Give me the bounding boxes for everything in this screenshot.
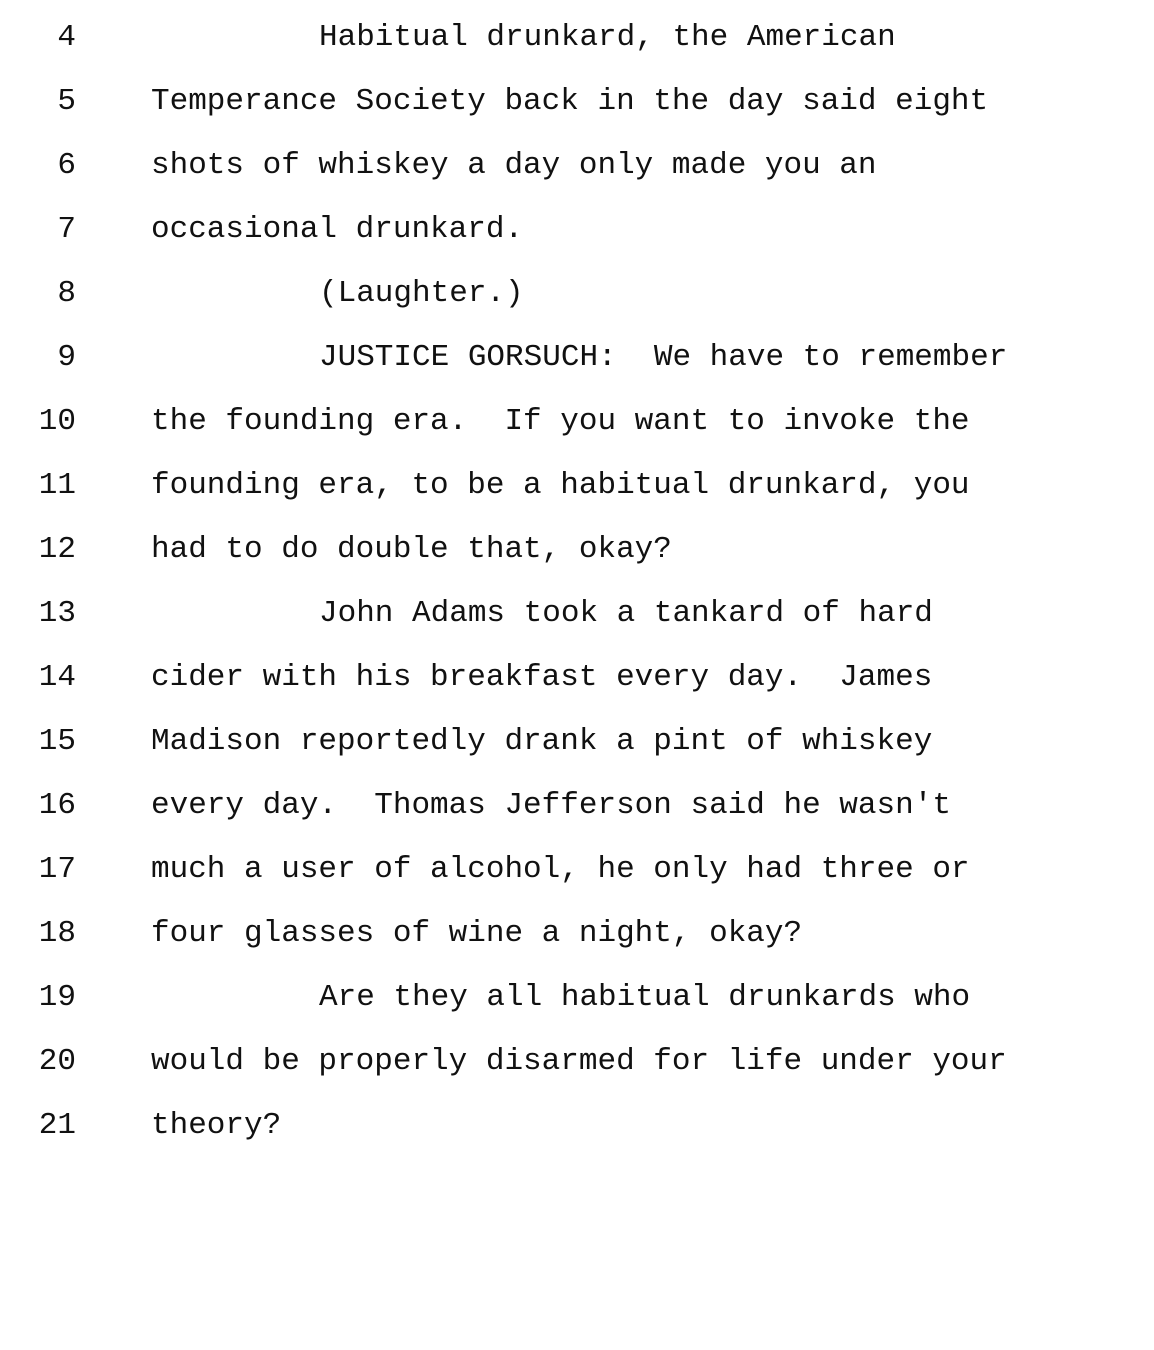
line-number: 19 — [38, 980, 76, 1015]
line-text: four glasses of wine a night, okay? — [151, 916, 803, 951]
transcript-line — [0, 390, 1154, 454]
line-text: had to do double that, okay? — [151, 532, 672, 567]
transcript-line — [0, 6, 1154, 70]
line-number: 7 — [57, 212, 76, 247]
transcript-line — [0, 134, 1154, 198]
transcript-line — [0, 966, 1154, 1030]
transcript-line — [0, 646, 1154, 710]
transcript-line — [0, 774, 1154, 838]
line-number: 16 — [38, 788, 76, 823]
transcript-line — [0, 326, 1154, 390]
line-number: 9 — [57, 340, 76, 375]
line-text: Temperance Society back in the day said eight — [151, 84, 989, 119]
transcript-line — [0, 1094, 1154, 1158]
line-text: Madison reportedly drank a pint of whiskey — [151, 724, 933, 759]
line-text: occasional drunkard. — [151, 212, 524, 247]
line-number: 21 — [38, 1108, 76, 1143]
line-text: every day. Thomas Jefferson said he wasn't — [151, 788, 951, 823]
line-text: JUSTICE GORSUCH: We have to remember — [319, 340, 1008, 375]
transcript-line — [0, 1030, 1154, 1094]
transcript-line — [0, 710, 1154, 774]
line-number: 8 — [57, 276, 76, 311]
transcript-line — [0, 838, 1154, 902]
line-text: cider with his breakfast every day. James — [151, 660, 933, 695]
transcript-line — [0, 902, 1154, 966]
transcript-line — [0, 582, 1154, 646]
line-text: Habitual drunkard, the American — [319, 20, 896, 55]
line-number: 6 — [57, 148, 76, 183]
line-text: much a user of alcohol, he only had three or — [151, 852, 970, 887]
line-number: 4 — [57, 20, 76, 55]
line-text: Are they all habitual drunkards who — [319, 980, 971, 1015]
transcript-line — [0, 198, 1154, 262]
transcript-page — [0, 6, 1154, 1158]
line-number: 14 — [38, 660, 76, 695]
line-number: 15 — [38, 724, 76, 759]
transcript-line — [0, 262, 1154, 326]
line-number: 5 — [57, 84, 76, 119]
line-number: 12 — [38, 532, 76, 567]
line-number: 10 — [38, 404, 76, 439]
line-text: the founding era. If you want to invoke the — [151, 404, 970, 439]
line-number: 11 — [38, 468, 76, 503]
transcript-line — [0, 454, 1154, 518]
transcript-line — [0, 518, 1154, 582]
line-text: would be properly disarmed for life under your — [151, 1044, 1007, 1079]
line-text: founding era, to be a habitual drunkard, you — [151, 468, 970, 503]
line-number: 17 — [38, 852, 76, 887]
line-number: 18 — [38, 916, 76, 951]
line-text: John Adams took a tankard of hard — [319, 596, 933, 631]
transcript-line — [0, 70, 1154, 134]
line-text: theory? — [151, 1108, 282, 1143]
line-text: shots of whiskey a day only made you an — [151, 148, 877, 183]
line-number: 20 — [38, 1044, 76, 1079]
line-text: (Laughter.) — [319, 276, 524, 311]
line-number: 13 — [38, 596, 76, 631]
